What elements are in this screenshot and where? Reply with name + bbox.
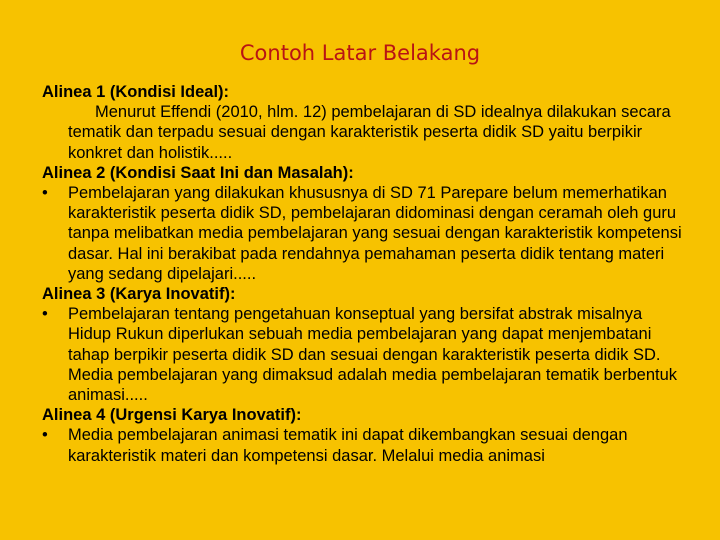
bullet-item-2	[42, 183, 682, 284]
section-heading-2: Alinea 2 (Kondisi Saat Ini dan Masalah):	[42, 163, 354, 182]
bullet-icon: •	[42, 426, 48, 445]
section-text-1: Menurut Effendi (2010, hlm. 12) pembelajaran di SD idealnya dilakukan secara tematik dan terpadu sesuai dengan karakteristik peserta didik SD yaitu berpikir konkret dan holistik.....	[68, 103, 671, 162]
section-text-2: Pembelajaran yang dilakukan khususnya di SD 71 Parepare belum memerhatikan karakteristik peserta didik SD, pembelajaran didominasi dengan ceramah oleh guru tanpa melibatkan media pembelajaran yang sesuai dengan karakteristik kompetensi dasar. Hal ini berakibat pada rendahnya pemahaman peserta didik tentang materi yang sedang dipelajari.....	[68, 184, 682, 283]
bullet-item-3	[42, 304, 682, 405]
section-text-4: Media pembelajaran animasi tematik ini dapat dikembangkan sesuai dengan karakteristik materi dan kompetensi dasar. Melalui media animasi	[68, 426, 628, 465]
bullet-icon: •	[42, 305, 48, 324]
slide-title: Contoh Latar Belakang	[239, 41, 481, 65]
section-heading-1: Alinea 1 (Kondisi Ideal):	[42, 83, 230, 101]
slide-content	[42, 82, 682, 466]
bullet-icon: •	[42, 184, 48, 203]
section-heading-3: Alinea 3 (Karya Inovatif):	[42, 285, 236, 304]
section-heading-4: Alinea 4 (Urgensi Karya Inovatif):	[42, 406, 302, 425]
bullet-item-4	[42, 425, 682, 465]
section-text-3: Pembelajaran tentang pengetahuan konseptual yang bersifat abstrak misalnya Hidup Rukun diperlukan sebuah media pembelajaran yang dapat menjembatani tahap berpikir peserta didik SD dan sesuai dengan karakteristik peserta didik SD. Media pembelajaran yang dimaksud adalah media pembelajaran tematik berbentuk animasi.....	[68, 305, 678, 405]
